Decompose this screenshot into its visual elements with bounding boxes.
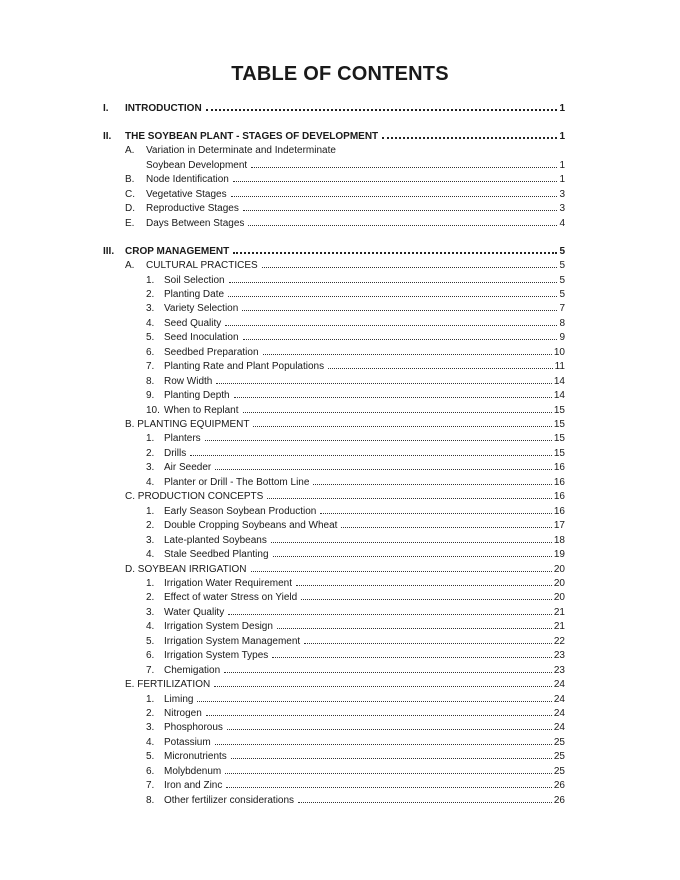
- leader-dots: [206, 715, 552, 716]
- subsection-entry: [125, 142, 565, 157]
- entry-page: 23: [553, 650, 565, 662]
- entry-number: 3.: [146, 606, 155, 618]
- item-entry: [146, 618, 565, 633]
- entry-page: 20: [553, 577, 565, 589]
- entry-page: 25: [553, 736, 565, 748]
- entry-number: 8.: [146, 794, 155, 806]
- item-entry: [146, 459, 565, 474]
- item-entry: [146, 474, 565, 488]
- leader-dots: [328, 368, 552, 369]
- leader-dots: [224, 672, 552, 673]
- entry-page: 7: [559, 303, 565, 315]
- entry-title: Late-planted Soybeans: [164, 534, 267, 546]
- leader-dots: [277, 628, 552, 629]
- entry-page: 25: [553, 765, 565, 777]
- entry-title: Phosphorous: [164, 722, 223, 734]
- leader-dots: [341, 527, 551, 528]
- entry-page: 26: [553, 780, 565, 792]
- subsection-entry: [125, 186, 565, 200]
- leader-dots: [243, 339, 558, 340]
- item-entry: [146, 344, 565, 358]
- entry-title: THE SOYBEAN PLANT - STAGES OF DEVELOPMENT: [125, 130, 379, 142]
- entry-title: Planter or Drill - The Bottom Line: [164, 476, 310, 488]
- entry-title: Planting Date: [164, 288, 225, 300]
- entry-number: E.: [125, 217, 135, 229]
- entry-page: 10: [553, 346, 565, 358]
- entry-page: 9: [559, 332, 565, 344]
- entry-number: 10.: [146, 404, 160, 416]
- entry-title: Liming: [164, 693, 194, 705]
- entry-number: 4.: [146, 317, 155, 329]
- entry-page: 19: [553, 549, 565, 561]
- entry-title: Double Cropping Soybeans and Wheat: [164, 520, 338, 532]
- item-entry: [146, 373, 565, 387]
- entry-number: 5.: [146, 751, 155, 763]
- entry-page: 5: [559, 274, 565, 286]
- entry-page: 22: [553, 635, 565, 647]
- leader-dots: [216, 383, 552, 384]
- entry-title: When to Replant: [164, 404, 239, 416]
- entry-page: 16: [553, 462, 565, 474]
- entry-number: 2.: [146, 520, 155, 532]
- subsection-entry-cont: [146, 157, 565, 171]
- item-entry: [146, 445, 565, 459]
- item-entry: [146, 402, 565, 416]
- entry-number: 2.: [146, 708, 155, 719]
- entry-number: 6.: [146, 765, 155, 777]
- leader-dots: [233, 181, 558, 182]
- entry-title: E. FERTILIZATION: [125, 679, 211, 691]
- item-entry: [146, 719, 565, 734]
- leader-dots: [313, 484, 551, 485]
- subsection-entry: [125, 561, 565, 575]
- entry-page: 16: [553, 476, 565, 488]
- entry-page: 24: [553, 708, 565, 719]
- entry-number: 1.: [146, 577, 155, 589]
- entry-number: 2.: [146, 288, 155, 300]
- leader-dots: [263, 354, 552, 355]
- leader-dots: [231, 758, 552, 759]
- entry-number: 4.: [146, 736, 155, 748]
- entry-number: 3.: [146, 462, 155, 474]
- leader-dots: [273, 556, 552, 557]
- entry-number: D.: [125, 203, 135, 215]
- entry-title: Water Quality: [164, 606, 225, 618]
- entry-page: 1: [559, 130, 565, 142]
- section-entry: [103, 128, 565, 142]
- leader-dots: [253, 426, 551, 427]
- entry-title: Planters: [164, 433, 201, 445]
- entry-page: 20: [553, 592, 565, 604]
- entry-page: 4: [559, 217, 565, 229]
- entry-number: 1.: [146, 433, 155, 445]
- leader-dots: [229, 282, 558, 283]
- leader-dots: [233, 252, 557, 254]
- entry-page: 18: [553, 534, 565, 546]
- entry-title: Potassium: [164, 736, 211, 748]
- entry-title: B. PLANTING EQUIPMENT: [125, 419, 250, 430]
- item-entry: [146, 647, 565, 662]
- entry-number: 7.: [146, 780, 155, 792]
- leader-dots: [225, 325, 557, 326]
- section-entry: [103, 100, 565, 114]
- leader-dots: [251, 167, 557, 168]
- entry-number: I.: [103, 103, 109, 114]
- entry-number: 5.: [146, 635, 155, 647]
- entry-number: 4.: [146, 476, 155, 488]
- leader-dots: [296, 585, 552, 586]
- item-entry: [146, 503, 565, 517]
- entry-title: Nitrogen: [164, 708, 202, 719]
- section-entry: [103, 243, 565, 257]
- item-entry: [146, 633, 565, 647]
- leader-dots: [382, 137, 557, 139]
- item-entry: [146, 705, 565, 719]
- entry-title: Early Season Soybean Production: [164, 505, 317, 517]
- leader-dots: [215, 744, 552, 745]
- entry-title: C. PRODUCTION CONCEPTS: [125, 491, 264, 503]
- subsection-entry: [125, 488, 565, 502]
- entry-title: INTRODUCTION: [125, 103, 202, 114]
- item-entry: [146, 734, 565, 748]
- entry-number: II.: [103, 130, 112, 142]
- item-entry: [146, 575, 565, 589]
- entry-page: 8: [559, 317, 565, 329]
- item-entry: [146, 358, 565, 373]
- item-entry: [146, 792, 565, 806]
- entry-number: 4.: [146, 621, 155, 633]
- leader-dots: [243, 210, 558, 211]
- item-entry: [146, 300, 565, 315]
- entry-page: 11: [554, 361, 565, 373]
- entry-page: 21: [553, 621, 565, 633]
- entry-number: A.: [125, 260, 135, 272]
- entry-number: 1.: [146, 274, 155, 286]
- entry-page: 24: [553, 693, 565, 705]
- item-entry: [146, 387, 565, 402]
- item-entry: [146, 777, 565, 792]
- entry-title: Days Between Stages: [146, 217, 245, 229]
- entry-title-continued: Soybean Development: [146, 159, 248, 171]
- leader-dots: [225, 773, 552, 774]
- entry-title: Variety Selection: [164, 303, 239, 315]
- leader-dots: [248, 225, 557, 226]
- entry-number: 6.: [146, 650, 155, 662]
- entry-number: 5.: [146, 332, 155, 344]
- entry-title: Row Width: [164, 375, 213, 387]
- leader-dots: [251, 571, 552, 572]
- leader-dots: [242, 310, 557, 311]
- entry-page: 1: [559, 103, 565, 114]
- entry-title: Iron and Zinc: [164, 780, 223, 792]
- item-entry: [146, 748, 565, 763]
- entry-number: 3.: [146, 534, 155, 546]
- subsection-entry: [125, 676, 565, 690]
- entry-number: 2.: [146, 592, 155, 604]
- entry-number: 7.: [146, 664, 155, 676]
- leader-dots: [243, 412, 552, 413]
- entry-page: 25: [553, 751, 565, 763]
- entry-title: D. SOYBEAN IRRIGATION: [125, 563, 247, 575]
- entry-page: 16: [553, 505, 565, 517]
- item-entry: [146, 315, 565, 329]
- entry-title: Variation in Determinate and Indeterminate: [146, 145, 336, 157]
- entry-title: Irrigation System Design: [164, 621, 273, 633]
- entry-page: 21: [553, 606, 565, 618]
- leader-dots: [206, 109, 558, 111]
- entry-title: Seedbed Preparation: [164, 346, 259, 358]
- entry-number: 7.: [146, 361, 155, 373]
- item-entry: [146, 430, 565, 445]
- entry-page: 15: [553, 447, 565, 459]
- leader-dots: [228, 614, 552, 615]
- entry-number: A.: [125, 145, 135, 157]
- leader-dots: [226, 787, 552, 788]
- entry-page: 16: [553, 491, 565, 503]
- item-entry: [146, 604, 565, 618]
- entry-title: Seed Inoculation: [164, 332, 239, 344]
- item-entry: [146, 546, 565, 561]
- item-entry: [146, 517, 565, 532]
- subsection-entry: [125, 257, 565, 272]
- item-entry: [146, 662, 565, 676]
- entry-page: 14: [553, 390, 565, 402]
- entry-title: Stale Seedbed Planting: [164, 549, 269, 561]
- entry-title: CULTURAL PRACTICES: [146, 260, 258, 272]
- entry-title: Micronutrients: [164, 751, 227, 763]
- entry-title: Irrigation System Management: [164, 635, 301, 647]
- leader-dots: [262, 267, 558, 268]
- entry-title: Molybdenum: [164, 765, 222, 777]
- leader-dots: [267, 498, 552, 499]
- item-entry: [146, 329, 565, 344]
- entry-page: 23: [553, 664, 565, 676]
- leader-dots: [190, 455, 552, 456]
- entry-number: III.: [103, 245, 115, 257]
- entry-page: 17: [553, 520, 565, 532]
- item-entry: [146, 589, 565, 604]
- entry-page: 5: [559, 288, 565, 300]
- entry-page: 1: [559, 159, 565, 171]
- entry-title: Effect of water Stress on Yield: [164, 592, 298, 604]
- entry-page: 24: [553, 722, 565, 734]
- subsection-entry: [125, 200, 565, 215]
- entry-number: 3.: [146, 303, 155, 315]
- entry-page: 15: [553, 404, 565, 416]
- leader-dots: [227, 729, 552, 730]
- entry-title: Reproductive Stages: [146, 203, 239, 215]
- leader-dots: [231, 196, 558, 197]
- entry-title: Air Seeder: [164, 462, 212, 474]
- leader-dots: [215, 469, 552, 470]
- item-entry: [146, 691, 565, 705]
- leader-dots: [304, 643, 552, 644]
- entry-number: 9.: [146, 390, 155, 402]
- entry-page: 15: [553, 433, 565, 445]
- leader-dots: [205, 440, 552, 441]
- entry-page: 24: [553, 679, 565, 691]
- leader-dots: [298, 802, 552, 803]
- entry-number: C.: [125, 188, 135, 200]
- entry-page: 26: [553, 794, 565, 806]
- entry-page: 5: [559, 245, 565, 257]
- entry-title: Soil Selection: [164, 274, 225, 286]
- entry-page: 3: [559, 203, 565, 215]
- subsection-entry: [125, 171, 565, 186]
- entry-number: 3.: [146, 722, 155, 734]
- leader-dots: [214, 686, 552, 687]
- item-entry: [146, 532, 565, 546]
- entry-page: 14: [553, 375, 565, 387]
- entry-title: Chemigation: [164, 664, 221, 676]
- entry-number: 6.: [146, 346, 155, 358]
- entry-title: Node Identification: [146, 174, 229, 186]
- leader-dots: [271, 542, 552, 543]
- entry-number: 2.: [146, 447, 155, 459]
- entry-page: 15: [553, 419, 565, 430]
- leader-dots: [272, 657, 552, 658]
- entry-title: Drills: [164, 447, 187, 459]
- leader-dots: [197, 701, 551, 702]
- entry-title: Seed Quality: [164, 317, 222, 329]
- entry-number: B.: [125, 174, 135, 186]
- entry-number: 1.: [146, 693, 155, 705]
- entry-number: 1.: [146, 505, 155, 517]
- entry-page: 1: [559, 174, 565, 186]
- entry-title: Planting Rate and Plant Populations: [164, 361, 325, 373]
- entry-title: Vegetative Stages: [146, 188, 227, 200]
- entry-page: 5: [559, 260, 565, 272]
- subsection-entry: [125, 416, 565, 430]
- entry-number: 8.: [146, 375, 155, 387]
- item-entry: [146, 763, 565, 777]
- entry-title: CROP MANAGEMENT: [125, 245, 230, 257]
- entry-title: Irrigation Water Requirement: [164, 577, 293, 589]
- entry-title: Other fertilizer considerations: [164, 794, 295, 806]
- leader-dots: [234, 397, 552, 398]
- page-title: TABLE OF CONTENTS: [231, 63, 449, 85]
- subsection-entry: [125, 215, 565, 229]
- entry-page: 20: [553, 563, 565, 575]
- entry-page: 3: [559, 188, 565, 200]
- entry-number: 4.: [146, 549, 155, 561]
- item-entry: [146, 286, 565, 300]
- entry-title: Irrigation System Types: [164, 650, 269, 662]
- leader-dots: [320, 513, 552, 514]
- item-entry: [146, 272, 565, 286]
- entry-title: Planting Depth: [164, 390, 230, 402]
- leader-dots: [228, 296, 557, 297]
- leader-dots: [301, 599, 552, 600]
